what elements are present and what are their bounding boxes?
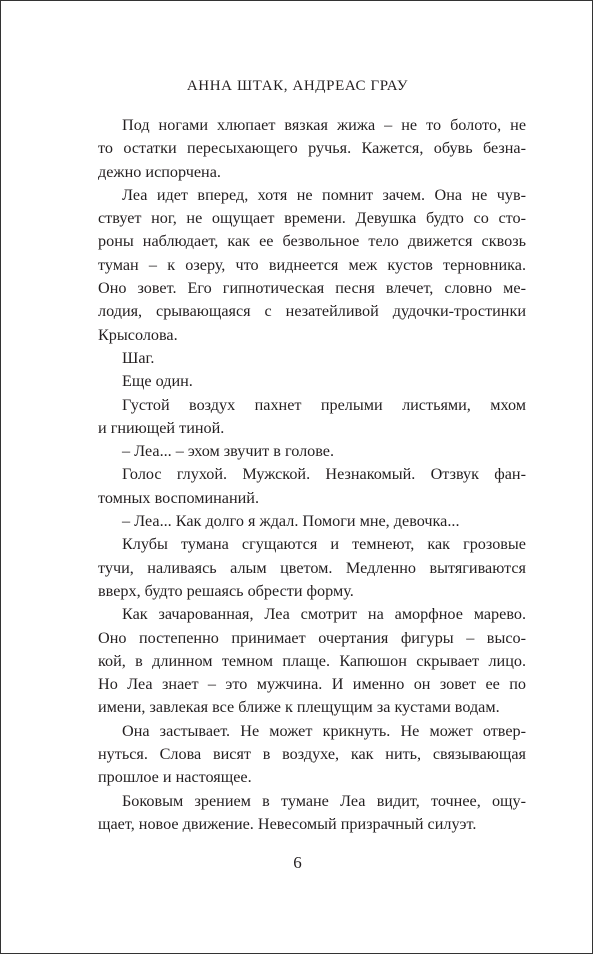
text-line: Она застывает. Не может крикнуть. Не может отвер- [122,721,526,740]
text-line: и гниющей тиной. [98,418,225,437]
text-line: прошлое и настоящее. [98,768,252,787]
paragraph [98,347,526,370]
paragraph [98,533,526,603]
text-line: имени, завлекая все ближе к плещущим за кустами водам. [98,698,500,717]
paragraph [98,603,526,719]
text-line: туман – к озеру, что виднеется меж кустов терновника. [98,255,526,274]
text-line: нуться. Слова висят в воздухе, как нить, связывающая [98,745,526,764]
text-line: роны наблюдает, как ее безвольное тело движется сквозь [98,232,526,251]
paragraph [98,184,526,347]
text-line: щает, новое движение. Невесомый призрачный силуэт. [98,814,477,833]
text-line: Крысолова. [98,325,178,344]
text-line: Оно зовет. Его гипнотическая песня влечет, словно ме- [98,279,526,298]
text-line: томных воспоминаний. [98,488,260,507]
text-line: Под ногами хлюпает вязкая жижа – не то болото, не [122,116,526,134]
running-head: АННА ШТАК, АНДРЕАС ГРАУ [186,78,409,94]
text-line: тучи, наливаясь алым цветом. Медленно вытягиваются [98,558,526,577]
text-line: Густой воздух пахнет прелыми листьями, мхом [122,395,526,414]
text-line: ствует ног, не ощущает времени. Девушка будто со сто- [98,209,526,228]
text-line: – Леа... – эхом звучит в голове. [122,442,335,461]
text-line: Оно постепенно принимает очертания фигуры – высо- [98,628,526,647]
text-line: Боковым зрением в тумане Леа видит, точнее, ощу- [122,791,526,810]
paragraph [98,394,526,441]
paragraph [98,463,526,510]
page-number: 6 [293,853,302,872]
text-line: вверх, будто решаясь обрести форму. [98,581,354,600]
text-line: дежно испорчена. [98,162,221,181]
body-text [98,114,526,836]
paragraph [98,510,526,533]
text-line: Клубы тумана сгущаются и темнеют, как грозовые [122,535,526,554]
text-line: Но Леа знает – это мужчина. И именно он зовет ее по [98,675,526,694]
text-line: Леа идет вперед, хотя не помнит зачем. Она не чув- [122,185,526,204]
text-line: кой, в длинном темном плаще. Капюшон скрывает лицо. [98,651,526,670]
paragraph [98,440,526,463]
text-line: – Леа... Как долго я ждал. Помоги мне, девочка... [122,512,460,531]
paragraph [98,114,526,184]
text-line: Шаг. [122,348,155,367]
text-line: лодия, срывающаяся с незатейливой дудочки-тростинки [98,302,526,321]
paragraph [98,720,526,790]
paragraph [98,790,526,837]
text-line: Еще один. [122,372,193,391]
text-line: Голос глухой. Мужской. Незнакомый. Отзвук фан- [122,465,526,484]
text-line: Как зачарованная, Леа смотрит на аморфное марево. [122,605,526,624]
paragraph [98,370,526,393]
text-line: то остатки пересыхающего ручья. Кажется, обувь безна- [98,139,526,158]
